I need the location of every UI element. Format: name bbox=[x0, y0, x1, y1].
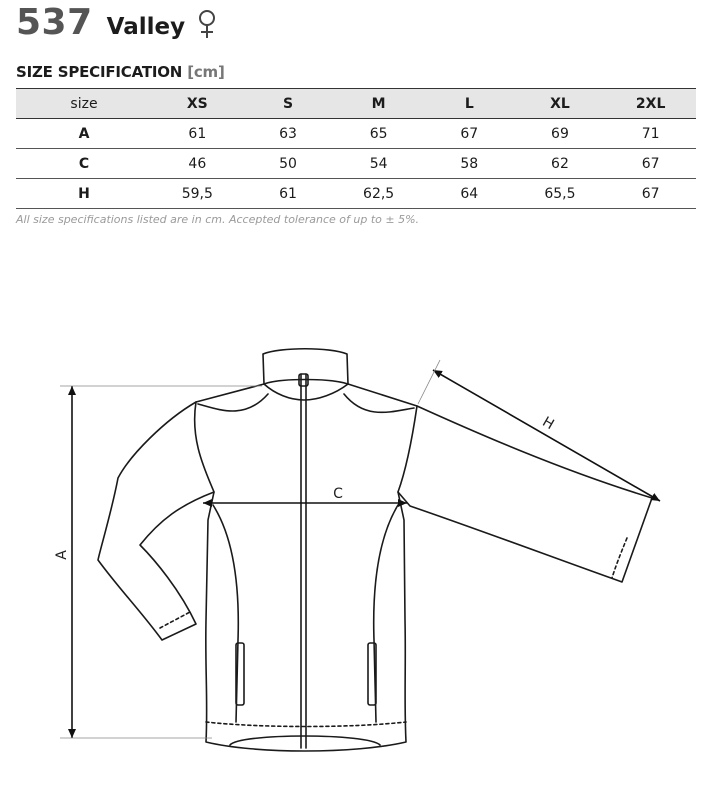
size-col-header: M bbox=[371, 95, 386, 112]
table-cell: 58 bbox=[460, 155, 479, 172]
size-spec-title-text: SIZE SPECIFICATION bbox=[16, 63, 183, 81]
table-cell: 61 bbox=[279, 185, 297, 202]
size-spec-unit: [cm] bbox=[187, 63, 225, 81]
table-cell: 65,5 bbox=[544, 185, 576, 202]
dimension-a bbox=[54, 386, 262, 738]
dimension-h bbox=[418, 360, 660, 501]
size-col-header: 2XL bbox=[635, 95, 666, 112]
table-cell: 62,5 bbox=[363, 185, 395, 202]
jacket-outline bbox=[98, 349, 652, 751]
table-cell: 50 bbox=[279, 155, 297, 172]
size-col-header: XL bbox=[550, 95, 570, 112]
dimension-c-label: C bbox=[333, 486, 343, 502]
product-code: 537 bbox=[16, 2, 93, 43]
size-header-label: size bbox=[70, 95, 98, 112]
table-cell: 71 bbox=[641, 125, 660, 142]
table-row bbox=[16, 149, 696, 179]
table-row bbox=[16, 119, 696, 149]
size-spec-title bbox=[16, 63, 225, 81]
table-cell: 67 bbox=[641, 155, 660, 172]
row-label: H bbox=[78, 185, 90, 202]
size-table-header bbox=[16, 89, 696, 119]
size-col-header: L bbox=[464, 95, 474, 112]
table-cell: 67 bbox=[460, 125, 479, 142]
jacket-diagram bbox=[0, 330, 711, 800]
dimension-c bbox=[203, 486, 407, 503]
table-cell: 46 bbox=[188, 155, 207, 172]
female-symbol-icon bbox=[196, 8, 218, 40]
row-label: C bbox=[78, 155, 90, 172]
table-cell: 64 bbox=[460, 185, 479, 202]
table-row bbox=[16, 179, 696, 209]
table-cell: 69 bbox=[551, 125, 569, 142]
product-name: Valley bbox=[106, 14, 186, 40]
table-cell: 63 bbox=[279, 125, 297, 142]
table-cell: 67 bbox=[641, 185, 660, 202]
product-header bbox=[16, 0, 185, 46]
size-table bbox=[16, 88, 696, 209]
tolerance-note: All size specifications listed are in cm. Accepted tolerance of up to ± 5%. bbox=[16, 213, 420, 226]
table-cell: 54 bbox=[369, 155, 388, 172]
dimension-a-label: A bbox=[54, 550, 70, 560]
table-cell: 61 bbox=[188, 125, 207, 142]
table-cell: 65 bbox=[369, 125, 388, 142]
size-col-header: XS bbox=[186, 95, 208, 112]
size-col-header: S bbox=[282, 95, 294, 112]
table-cell: 62 bbox=[551, 155, 569, 172]
table-cell: 59,5 bbox=[181, 185, 213, 202]
row-label: A bbox=[78, 125, 90, 142]
dimension-h-label: H bbox=[539, 413, 557, 434]
